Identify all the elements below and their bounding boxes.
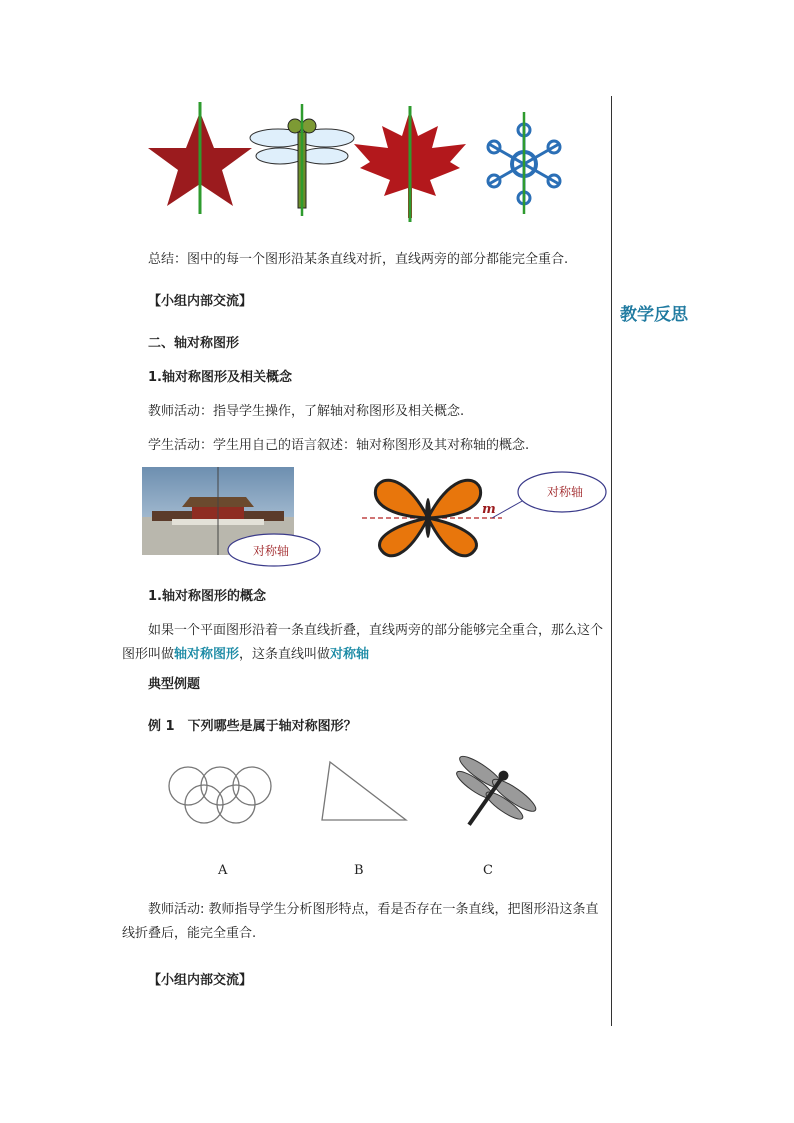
- group-discussion-2: 【小组内部交流】: [148, 973, 253, 988]
- olympic-rings-figure: [160, 750, 280, 830]
- dragonfly-figure: [250, 104, 354, 216]
- palace-axis-label: 对称轴: [253, 544, 290, 558]
- triangle-figure: [318, 758, 414, 824]
- term-symmetry-axis: 对称轴: [330, 647, 370, 662]
- star-figure: [148, 102, 252, 214]
- butterfly-axis-label: 对称轴: [547, 485, 584, 499]
- definition-text-1: 如果一个平面图形沿着一条直线折叠，直线两旁的部分能够完全重合，那么这个图形叫做: [122, 623, 604, 662]
- term-axisymmetric-figure: 轴对称图形: [174, 647, 240, 662]
- axis-m-label: m: [482, 502, 496, 517]
- teacher-activity-2: 教师活动: 教师指导学生分析图形特点，看是否存在一条直线，把图形沿这条直线折叠后，能完全重合.: [122, 902, 599, 941]
- section-title: 二、轴对称图形: [148, 336, 240, 351]
- butterfly-picture: [362, 468, 612, 574]
- group-discussion-1: 【小组内部交流】: [148, 294, 253, 309]
- example-1-question: 例 1 下列哪些是属于轴对称图形？: [148, 719, 357, 734]
- subsection-title-2: 1.轴对称图形的概念: [148, 589, 266, 604]
- caption-a: A: [218, 863, 228, 878]
- subsection-title-1: 1.轴对称图形及相关概念: [148, 370, 292, 385]
- definition-text-2: ，这条直线叫做: [239, 647, 331, 662]
- definition-paragraph: [122, 619, 608, 667]
- snowflake-figure: [488, 112, 560, 214]
- dragonfly-gray-figure: [440, 752, 546, 834]
- maple-leaf-figure: [354, 106, 466, 222]
- sidebar-title: 教学反思: [620, 305, 688, 325]
- palace-photo: [142, 467, 294, 558]
- caption-b: B: [354, 863, 364, 878]
- symmetric-figures-row: [140, 100, 580, 225]
- teacher-activity-1: 教师活动：指导学生操作，了解轴对称图形及相关概念.: [148, 404, 465, 419]
- caption-c: C: [483, 863, 493, 878]
- examples-title: 典型例题: [148, 677, 201, 692]
- summary-text: 总结：图中的每一个图形沿某条直线对折，直线两旁的部分都能完全重合.: [148, 252, 569, 267]
- student-activity-1: 学生活动：学生用自己的语言叙述：轴对称图形及其对称轴的概念.: [148, 438, 530, 453]
